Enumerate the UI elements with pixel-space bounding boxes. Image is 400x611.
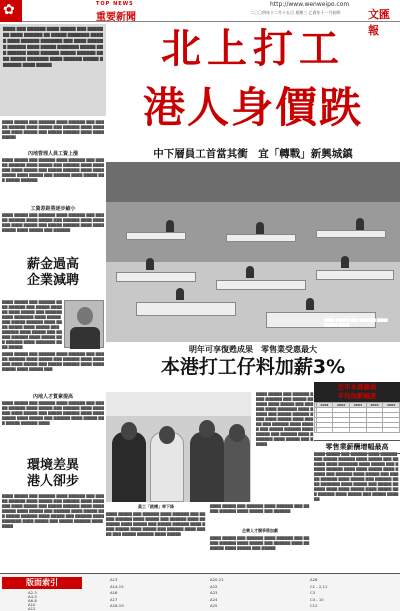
table-column-header: 2004: [366, 403, 383, 408]
index-entry-page: A6-8: [28, 598, 37, 603]
index-entry-page: A14-15: [110, 583, 124, 589]
photo-caption: ▇▇▇▇ ▇▇▇▇▇ ▇▇▇ ▇▇▇▇▇▇ ▇▇▇▇ ▇▇▇▇▇ ▇▇▇▇: [324, 318, 388, 327]
dateline: 二〇〇四年十二月十五日 星期三 乙酉年十一月初四: [250, 10, 341, 15]
body-text-block: ▇▇▇▇ ▇▇▇▇▇ ▇▇▇ ▇▇▇▇▇▇ ▇▇▇▇ ▇▇▇▇▇▇ ▇▇▇ ▇▇▇▇▇ ▇▇▇▇▇▇ ▇▇▇▇ ▇▇▇▇▇ ▇▇▇ ▇▇▇▇▇▇ ▇▇▇▇ ▇▇▇▇▇▇▇ ▇▇▇▇ ▇▇▇▇▇ ▇▇▇ ▇▇▇▇▇ ▇▇▇▇▇▇ ▇▇▇▇ ▇▇▇▇ ▇▇▇▇▇ ▇▇▇▇ ▇▇▇▇▇ ▇▇▇ ▇▇▇▇▇▇ ▇▇▇▇ ▇▇▇▇▇ ▇▇▇ ▇▇▇▇▇ ▇▇▇▇▇▇ ▇▇▇▇ ▇▇▇▇▇ ▇▇▇ ▇▇▇▇▇▇ ▇▇▇▇ ▇▇▇▇▇▇▇ ▇▇▇▇ ▇▇▇▇▇ ▇▇▇ ▇▇▇▇▇ ▇▇▇▇▇▇ ▇▇▇▇ ▇▇▇▇: [2, 494, 104, 528]
body-text-block: ▇▇▇▇ ▇▇▇▇▇ ▇▇▇ ▇▇▇▇▇▇ ▇▇▇▇ ▇▇▇▇▇▇ ▇▇▇ ▇▇▇▇▇ ▇▇▇▇▇▇ ▇▇▇▇ ▇▇▇▇▇ ▇▇▇ ▇▇▇▇▇▇ ▇▇▇▇ ▇▇▇▇▇▇▇ ▇▇▇▇ ▇▇▇▇▇ ▇▇▇ ▇▇▇▇▇ ▇▇▇▇▇▇ ▇▇▇▇ ▇▇▇▇ ▇▇▇▇▇ ▇▇▇▇ ▇▇▇▇▇ ▇▇▇ ▇▇▇▇▇▇ ▇▇▇▇ ▇▇▇▇▇ ▇▇▇ ▇▇▇▇▇ ▇▇▇▇▇▇ ▇▇▇▇: [2, 401, 104, 425]
body-text-block: ▇▇▇▇ ▇▇▇▇▇ ▇▇▇ ▇▇▇▇▇▇ ▇▇▇▇ ▇▇▇▇▇▇ ▇▇▇ ▇▇▇▇▇ ▇▇▇▇▇▇ ▇▇▇▇ ▇▇▇▇▇ ▇▇▇ ▇▇▇▇▇▇: [210, 504, 310, 513]
body-text-block: ▇▇▇▇ ▇▇▇▇▇ ▇▇▇ ▇▇▇▇▇▇ ▇▇▇▇ ▇▇▇▇▇▇ ▇▇▇ ▇▇▇▇▇ ▇▇▇▇▇▇ ▇▇▇▇ ▇▇▇▇▇ ▇▇▇ ▇▇▇▇▇▇ ▇▇▇▇ ▇▇▇▇▇▇▇ ▇▇▇▇ ▇▇▇▇▇ ▇▇▇ ▇▇▇▇▇ ▇▇▇▇▇▇ ▇▇▇▇ ▇▇▇▇ ▇▇▇▇▇ ▇▇▇▇ ▇▇▇▇▇ ▇▇▇ ▇▇▇▇▇▇ ▇▇▇▇ ▇▇▇▇▇ ▇▇▇ ▇▇▇▇▇ ▇▇▇▇▇▇: [2, 158, 104, 182]
main-headline-line1: 北上打工: [161, 25, 345, 72]
index-entry-page: A10: [28, 602, 36, 607]
section-kicker: TOP NEWS: [96, 1, 134, 7]
body-text-block: ▇▇▇▇ ▇▇▇▇▇ ▇▇▇ ▇▇▇▇▇▇ ▇▇▇▇ ▇▇▇▇▇▇ ▇▇▇ ▇▇▇▇▇ ▇▇▇▇▇▇ ▇▇▇▇ ▇▇▇▇▇ ▇▇▇ ▇▇▇▇▇▇ ▇▇▇▇ ▇▇▇▇▇▇▇ ▇▇▇▇ ▇▇▇▇▇ ▇▇▇ ▇▇▇▇▇ ▇▇▇▇▇▇ ▇▇▇▇ ▇▇▇▇ ▇▇▇▇▇ ▇▇▇▇ ▇▇▇▇▇ ▇▇▇: [2, 352, 104, 371]
section-title: 重要新聞: [96, 12, 136, 23]
index-entry-page: A16: [110, 590, 118, 595]
inner-subhead: 員工「跳槽」率下降: [138, 504, 174, 509]
inner-subhead: 企業人才競爭將加劇: [242, 528, 278, 533]
side-headline: 零售業薪酬增幅最高: [314, 440, 400, 454]
index-entry-page: A26: [310, 577, 318, 582]
table-cell: [333, 428, 350, 433]
brand-logo: 文匯報: [368, 8, 390, 37]
portrait-photo: [64, 300, 104, 348]
body-text-block: ▇▇▇▇ ▇▇▇▇▇ ▇▇▇ ▇▇▇▇▇▇ ▇▇▇▇ ▇▇▇▇▇▇ ▇▇▇ ▇▇▇▇▇ ▇▇▇▇▇▇ ▇▇▇▇ ▇▇▇▇▇ ▇▇▇ ▇▇▇▇▇▇ ▇▇▇▇ ▇▇▇▇▇▇▇ ▇▇▇▇ ▇▇▇▇▇ ▇▇▇ ▇▇▇▇▇: [210, 536, 310, 550]
index-entry-page: A24: [210, 596, 218, 602]
body-text-block: ▇▇▇▇ ▇▇▇▇▇ ▇▇▇ ▇▇▇▇▇▇ ▇▇▇▇ ▇▇▇▇▇▇ ▇▇▇ ▇▇▇▇▇ ▇▇▇▇▇▇ ▇▇▇▇ ▇▇▇▇▇ ▇▇▇ ▇▇▇▇▇▇ ▇▇▇▇ ▇▇▇▇▇▇▇ ▇▇▇▇ ▇▇▇▇▇ ▇▇▇ ▇▇▇▇▇ ▇▇▇▇▇▇ ▇▇▇▇ ▇▇▇▇ ▇▇▇▇▇ ▇▇▇▇ ▇▇▇▇▇ ▇▇▇ ▇▇▇▇▇▇ ▇▇▇▇ ▇▇▇▇▇ ▇▇▇ ▇▇▇▇▇ ▇▇▇▇▇▇ ▇▇▇▇ ▇▇▇▇▇ ▇▇▇ ▇▇▇▇▇▇ ▇▇▇▇ ▇▇▇▇▇▇▇ ▇▇▇▇ ▇▇▇▇▇: [2, 300, 62, 349]
index-entry-page: A12: [28, 606, 36, 611]
table-cell: [316, 428, 333, 433]
table-title: 近年本港僱員 平均加薪幅度: [314, 382, 400, 402]
story-kicker: 明年可享復甦成果 零售業受惠最大: [189, 345, 317, 354]
table-column-header: 2001: [316, 403, 333, 408]
index-entry-page: C4 - 10: [310, 596, 324, 602]
main-headline-line2: 港人身價跌: [142, 83, 363, 132]
factory-photo: [106, 162, 400, 342]
index-entry-page: A22: [210, 583, 218, 589]
table-cell: [366, 428, 383, 433]
lead-text: ▇▇▇▇ ▇▇▇ ▇▇▇▇▇▇ ▇▇▇▇ ▇▇▇▇▇ ▇▇▇ ▇▇▇▇▇▇▇ ▇▇▇▇ ▇▇▇▇▇▇ ▇▇ ▇▇▇▇▇ ▇▇▇▇▇▇▇ ▇▇▇▇▇ ▇▇▇▇ ▇▇▇▇▇▇ ▇▇▇▇▇▇▇ ▇▇▇ ▇▇▇▇ ▇▇▇▇▇▇ ▇▇▇▇▇▇ ▇▇▇▇ ▇▇▇▇▇ ▇▇▇▇▇▇▇ ▇▇▇▇▇ ▇▇▇ ▇▇▇▇▇▇ ▇▇▇▇ ▇▇▇▇▇▇ ▇▇▇▇▇ ▇▇▇▇▇▇ ▇▇▇▇ ▇▇▇▇▇ ▇▇▇▇▇▇▇ ▇▇▇▇ ▇▇▇▇▇▇ ▇▇▇▇▇ ▇▇▇▇▇▇▇ ▇▇▇▇ ▇▇▇▇▇: [3, 26, 103, 67]
index-entry-page: A20-21: [210, 577, 224, 582]
body-text-block: ▇▇▇▇ ▇▇▇▇▇ ▇▇▇ ▇▇▇▇▇▇ ▇▇▇▇ ▇▇▇▇▇▇ ▇▇▇ ▇▇▇▇▇ ▇▇▇▇▇▇ ▇▇▇▇ ▇▇▇▇▇ ▇▇▇ ▇▇▇▇▇▇ ▇▇▇▇ ▇▇▇▇▇▇▇ ▇▇▇▇ ▇▇▇▇▇ ▇▇▇ ▇▇▇▇▇ ▇▇▇▇▇▇ ▇▇▇▇ ▇▇▇▇ ▇▇▇▇▇ ▇▇▇▇ ▇▇▇▇▇ ▇▇▇ ▇▇▇▇▇▇ ▇▇▇▇ ▇▇▇▇▇ ▇▇▇ ▇▇▇▇▇ ▇▇▇▇▇▇ ▇▇▇▇ ▇▇▇▇▇ ▇▇▇ ▇▇▇▇▇▇ ▇▇▇▇ ▇▇▇▇▇▇▇ ▇▇▇▇ ▇▇▇▇▇ ▇▇▇ ▇▇▇▇▇ ▇▇▇▇▇▇ ▇▇▇▇ ▇▇▇▇ ▇▇▇▇▇ ▇▇▇▇ ▇▇▇▇▇ ▇▇▇ ▇▇▇▇▇▇ ▇▇▇▇ ▇▇▇▇▇ ▇▇▇ ▇▇▇▇▇ ▇▇▇▇▇▇: [314, 452, 399, 501]
table-row: [315, 428, 400, 433]
index-title: 版面索引: [2, 577, 82, 589]
index-entry-page: C12: [310, 603, 318, 608]
subhead: 內地管理人員工資上漲: [27, 151, 78, 157]
table-cell: [350, 428, 367, 433]
subhead: 內地人才質素提高: [32, 394, 73, 400]
table-column-header: 2002: [333, 403, 350, 408]
salary-rise-table: [314, 402, 400, 433]
subhead: 工資差距將逐步縮小: [30, 206, 76, 212]
index-entry-page: A18-19: [110, 603, 124, 608]
body-text-block: ▇▇▇▇ ▇▇▇▇▇ ▇▇▇ ▇▇▇▇▇▇ ▇▇▇▇ ▇▇▇▇▇▇ ▇▇▇ ▇▇▇▇▇ ▇▇▇▇▇▇ ▇▇▇▇ ▇▇▇▇▇ ▇▇▇ ▇▇▇▇▇▇ ▇▇▇▇ ▇▇▇▇▇▇▇ ▇▇▇▇ ▇▇▇▇▇ ▇▇▇ ▇▇▇▇▇ ▇▇▇▇▇▇ ▇▇▇▇ ▇▇▇▇ ▇▇▇▇▇ ▇▇▇▇ ▇▇▇▇▇ ▇▇▇ ▇▇▇▇▇▇ ▇▇▇▇ ▇▇▇▇▇ ▇▇▇ ▇▇▇▇▇ ▇▇▇▇▇▇ ▇▇▇▇ ▇▇▇▇▇ ▇▇▇ ▇▇▇▇▇▇ ▇▇▇▇ ▇▇▇▇▇▇▇ ▇▇▇▇ ▇▇▇▇▇ ▇▇▇ ▇▇▇▇▇: [256, 392, 314, 446]
index-entry-page: A13: [110, 577, 118, 582]
body-text-block: ▇▇▇▇ ▇▇▇▇▇ ▇▇▇ ▇▇▇▇▇▇ ▇▇▇▇ ▇▇▇▇▇▇ ▇▇▇ ▇▇▇▇▇ ▇▇▇▇▇▇ ▇▇▇▇ ▇▇▇▇▇ ▇▇▇ ▇▇▇▇▇▇ ▇▇▇▇ ▇▇▇▇▇▇▇ ▇▇▇▇ ▇▇▇▇▇ ▇▇▇ ▇▇▇▇▇ ▇▇▇▇▇▇ ▇▇▇▇ ▇▇▇▇ ▇▇▇▇▇ ▇▇▇▇ ▇▇▇▇▇ ▇▇▇ ▇▇▇▇▇▇: [2, 213, 104, 232]
index-entry-page: C1 - 2,11: [310, 583, 328, 589]
index-entry-page: A23: [210, 590, 218, 595]
index-entry-page: C3: [310, 590, 316, 595]
table-column-header: 2005: [383, 403, 400, 408]
body-text-block: ▇▇▇▇ ▇▇▇▇▇ ▇▇▇ ▇▇▇▇▇▇ ▇▇▇▇ ▇▇▇▇▇▇ ▇▇▇ ▇▇▇▇▇ ▇▇▇▇▇▇ ▇▇▇▇ ▇▇▇▇▇ ▇▇▇ ▇▇▇▇▇▇ ▇▇▇▇ ▇▇▇▇▇▇▇ ▇▇▇▇ ▇▇▇▇▇ ▇▇▇ ▇▇▇▇▇ ▇▇▇▇▇▇ ▇▇▇▇ ▇▇▇▇ ▇▇▇▇▇ ▇▇▇▇ ▇▇▇▇▇ ▇▇▇ ▇▇▇▇▇▇ ▇▇▇▇ ▇▇▇▇▇ ▇▇▇ ▇▇▇▇▇ ▇▇▇▇▇▇ ▇▇▇▇ ▇▇▇▇▇: [106, 512, 206, 536]
table-column-header: 2003: [350, 403, 367, 408]
website-url[interactable]: http://www.wenweipo.com: [270, 1, 350, 8]
left-headline-1: 薪金過高 企業減聘: [26, 257, 79, 288]
index-entry-page: A17: [110, 596, 118, 602]
logo: ✿: [0, 0, 22, 22]
left-headline-2: 環境差異 港人卻步: [26, 458, 79, 489]
index-entry-page: A25: [210, 603, 218, 608]
story-headline: 本港打工仔料加薪3%: [160, 356, 346, 378]
lead-paragraph-box: [0, 24, 106, 116]
index-entry-page: A4-5: [28, 594, 37, 599]
table-cell: [383, 428, 400, 433]
index-entry-page: A2-3: [28, 590, 37, 595]
index-grid: [0, 574, 400, 611]
main-subheadline: 中下層員工首當其衝 宜「轉戰」新興城鎮: [153, 148, 353, 160]
group-photo: [106, 392, 251, 502]
body-text-block: ▇▇▇▇ ▇▇▇▇▇ ▇▇▇ ▇▇▇▇▇▇ ▇▇▇▇ ▇▇▇▇▇▇ ▇▇▇ ▇▇▇▇▇ ▇▇▇▇▇▇ ▇▇▇▇ ▇▇▇▇▇ ▇▇▇ ▇▇▇▇▇▇ ▇▇▇▇ ▇▇▇▇▇▇▇ ▇▇▇▇ ▇▇▇▇▇ ▇▇▇ ▇▇▇▇▇ ▇▇▇▇▇▇ ▇▇▇▇ ▇▇▇▇ ▇▇▇▇▇: [2, 120, 104, 139]
